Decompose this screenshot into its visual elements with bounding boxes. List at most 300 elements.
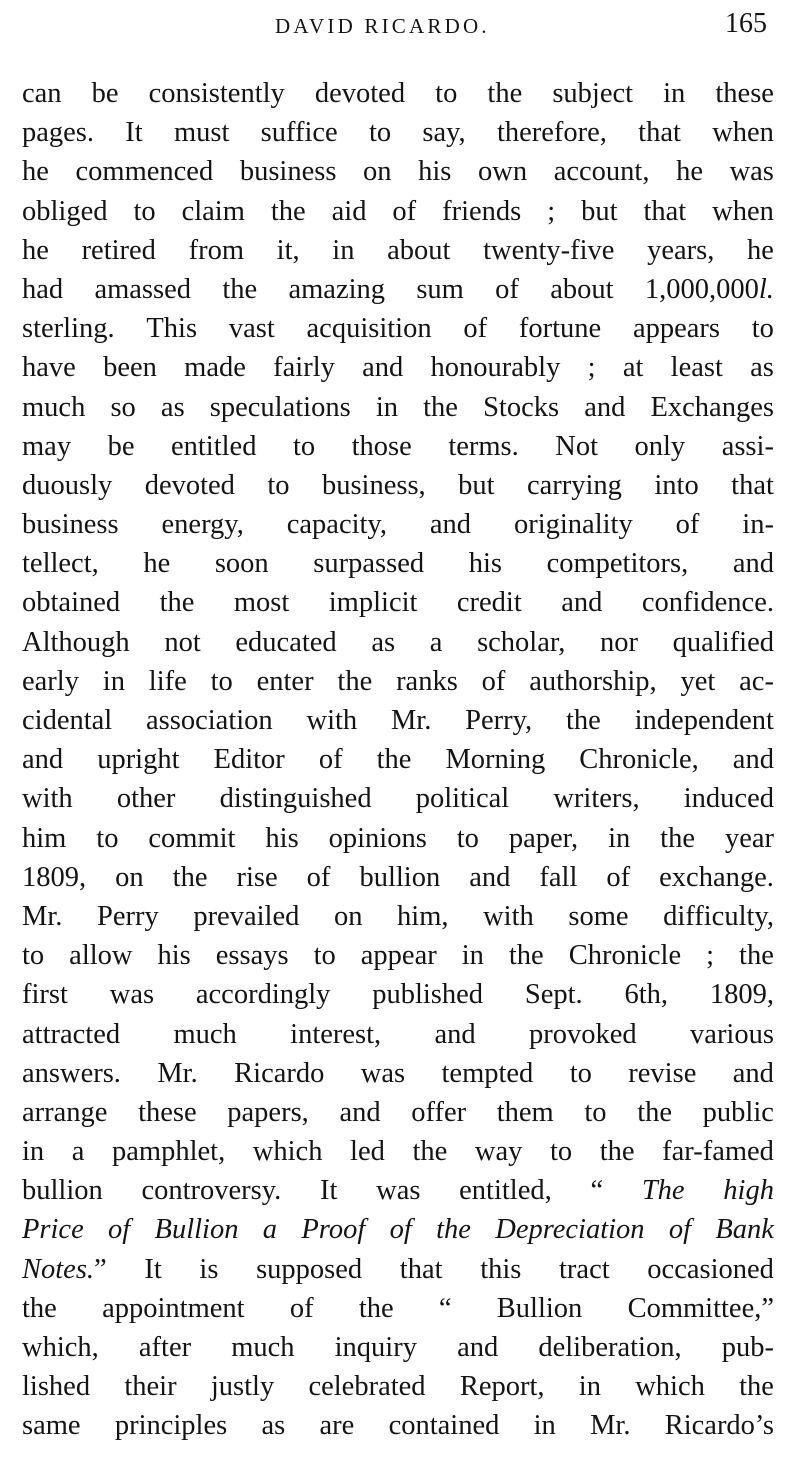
word: of xyxy=(481,665,506,697)
word: Notes.” xyxy=(22,1253,107,1285)
text-line xyxy=(22,819,774,858)
word: these xyxy=(138,1096,197,1128)
word: Mr. xyxy=(22,900,63,932)
word: 1,000,000l. xyxy=(644,273,774,305)
text-line xyxy=(22,466,774,505)
word: cidental xyxy=(22,705,113,736)
word: bullion xyxy=(22,1175,103,1207)
word: their xyxy=(124,1371,177,1403)
word: This xyxy=(146,313,198,345)
running-title: DAVID RICARDO. xyxy=(275,14,490,38)
word: opinions xyxy=(328,822,427,854)
word: lished xyxy=(22,1371,91,1403)
word: ranks xyxy=(396,665,458,697)
word: It xyxy=(144,1253,162,1285)
word: business, xyxy=(321,469,426,501)
word: in xyxy=(608,822,631,854)
word: which, xyxy=(22,1332,99,1363)
word: the xyxy=(423,391,458,423)
text-line xyxy=(22,1210,774,1249)
word: suffice xyxy=(260,117,338,149)
word: in xyxy=(578,1371,601,1403)
word: pages. xyxy=(22,117,95,149)
word: to xyxy=(584,1096,607,1128)
word: Mr. xyxy=(157,1057,198,1089)
word: have xyxy=(22,352,76,384)
word: aid xyxy=(331,195,367,227)
word: in- xyxy=(742,509,774,541)
word: a xyxy=(71,1136,85,1168)
word: appear xyxy=(360,940,437,972)
word: provoked xyxy=(529,1018,637,1050)
word: 1809, xyxy=(22,861,87,893)
text-line xyxy=(22,309,774,348)
word: own xyxy=(478,156,528,188)
word: them xyxy=(496,1096,554,1128)
word: therefore, xyxy=(496,117,607,149)
text-line xyxy=(22,1289,774,1328)
text-line xyxy=(22,74,774,113)
word: as xyxy=(160,391,185,423)
word: appears xyxy=(632,313,720,345)
word: had xyxy=(22,273,64,305)
word: It xyxy=(125,117,143,149)
word: Mr. xyxy=(590,1410,631,1442)
word: twenty-five xyxy=(483,234,615,266)
word: to xyxy=(549,1136,573,1168)
word: various xyxy=(690,1018,774,1050)
word: on xyxy=(333,900,363,932)
word: duously xyxy=(22,469,113,501)
word: of xyxy=(306,861,331,893)
word: yet xyxy=(680,665,716,697)
word: and xyxy=(22,744,64,776)
word: of xyxy=(108,1214,131,1246)
word: much xyxy=(173,1018,237,1050)
word: that xyxy=(399,1253,443,1285)
word: upright xyxy=(97,744,180,776)
text-line xyxy=(22,701,774,740)
word: business xyxy=(22,509,119,541)
word: Chronicle xyxy=(568,940,682,972)
word: carrying xyxy=(526,469,622,501)
word: the xyxy=(637,1096,673,1128)
word: pub- xyxy=(721,1332,774,1363)
word: terms. xyxy=(448,430,519,462)
word: he xyxy=(143,548,171,580)
word: ac- xyxy=(739,665,774,697)
word: when xyxy=(712,195,774,227)
text-line xyxy=(22,1015,774,1054)
word: of xyxy=(389,1214,412,1246)
word: competitors, xyxy=(546,548,689,580)
word: soon xyxy=(214,548,269,580)
word: account, xyxy=(553,156,650,188)
word: his xyxy=(418,156,452,188)
text-line xyxy=(22,740,774,779)
word: about xyxy=(387,234,451,266)
word: confidence. xyxy=(641,587,774,619)
word: supposed xyxy=(256,1253,363,1285)
word: after xyxy=(138,1332,192,1363)
word: these xyxy=(715,78,774,109)
word: was xyxy=(376,1175,421,1207)
word: “ xyxy=(590,1175,604,1207)
word: so xyxy=(110,391,136,423)
text-line xyxy=(22,779,774,818)
text-line xyxy=(22,858,774,897)
word: him, xyxy=(397,900,449,932)
text-line xyxy=(22,192,774,231)
word: and xyxy=(429,509,472,541)
word: life xyxy=(148,665,187,697)
word: business xyxy=(239,156,337,188)
word: and xyxy=(362,352,404,384)
word: to xyxy=(96,822,119,854)
word: scholar, xyxy=(477,626,566,658)
word: is xyxy=(199,1253,219,1285)
word: of xyxy=(668,1214,692,1246)
word: much xyxy=(22,391,86,423)
text-line xyxy=(22,427,774,466)
word: Depreciation xyxy=(495,1214,645,1246)
word: the xyxy=(412,1136,448,1168)
word: to xyxy=(292,430,316,462)
word: arrange xyxy=(22,1096,108,1128)
word: this xyxy=(480,1253,522,1285)
text-line xyxy=(22,662,774,701)
word: Report, xyxy=(459,1371,545,1403)
word: of xyxy=(463,313,488,345)
word: some xyxy=(568,900,629,932)
word: Morning xyxy=(445,744,546,776)
word: Perry xyxy=(96,900,159,932)
word: not xyxy=(164,626,201,658)
word: when xyxy=(712,117,774,149)
word: in xyxy=(533,1410,556,1442)
word: Chronicle, xyxy=(579,744,699,776)
word: independent xyxy=(634,705,774,736)
word: obliged xyxy=(22,195,108,227)
word: to xyxy=(267,469,290,501)
word: devoted xyxy=(314,78,406,109)
word: acquisition xyxy=(306,313,432,345)
word: to xyxy=(435,78,458,109)
word: It xyxy=(320,1175,338,1207)
word: Price xyxy=(22,1214,84,1246)
word: attracted xyxy=(22,1018,121,1050)
word: ; xyxy=(547,195,556,227)
word: was xyxy=(360,1057,406,1089)
text-line xyxy=(22,544,774,583)
word: of xyxy=(495,273,519,305)
word: of xyxy=(289,1292,314,1324)
word: enter xyxy=(256,665,314,697)
word: Not xyxy=(555,430,599,462)
word: led xyxy=(350,1136,385,1168)
word: his xyxy=(468,548,502,580)
word: principles xyxy=(114,1410,228,1442)
word: as xyxy=(371,626,396,658)
word: in xyxy=(102,665,125,697)
word: first xyxy=(22,979,68,1011)
word: years, xyxy=(647,234,715,266)
word: Exchanges xyxy=(650,391,774,423)
word: Editor xyxy=(213,744,285,776)
word: tract xyxy=(559,1253,610,1285)
text-line xyxy=(22,505,774,544)
word: with xyxy=(483,900,534,932)
word: entitled xyxy=(170,430,257,462)
word: essays xyxy=(215,940,289,972)
word: 6th, xyxy=(624,979,669,1011)
word: Committee,” xyxy=(627,1292,774,1324)
word: justly xyxy=(210,1371,275,1403)
word: fall xyxy=(539,861,578,893)
word: consistently xyxy=(148,78,285,109)
word: least xyxy=(670,352,723,384)
word: that xyxy=(731,469,774,501)
word: most xyxy=(233,587,290,619)
word: 1809, xyxy=(709,979,774,1011)
body-text xyxy=(22,74,774,1446)
word: educated xyxy=(235,626,337,658)
word: the xyxy=(159,587,195,619)
word: obtained xyxy=(22,587,121,619)
word: tempted xyxy=(441,1057,534,1089)
word: Mr. xyxy=(390,705,432,736)
word: originality xyxy=(513,509,633,541)
word: far-famed xyxy=(662,1136,774,1168)
word: the xyxy=(566,705,601,736)
word: of xyxy=(675,509,700,541)
text-line xyxy=(22,1054,774,1093)
word: and xyxy=(561,587,603,619)
word: must xyxy=(173,117,230,149)
word: association xyxy=(146,705,273,736)
word: in xyxy=(461,940,484,972)
word: the xyxy=(436,1214,471,1246)
word: that xyxy=(643,195,687,227)
word: was xyxy=(729,156,774,188)
word: and xyxy=(584,391,626,423)
word: which xyxy=(252,1136,323,1168)
word: energy, xyxy=(161,509,244,541)
word: the xyxy=(739,1371,774,1403)
word: paper, xyxy=(508,822,579,854)
word: in xyxy=(22,1136,45,1168)
word: he xyxy=(22,234,49,266)
word: offer xyxy=(411,1096,467,1128)
word: the xyxy=(660,822,695,854)
text-line xyxy=(22,348,774,387)
word: as xyxy=(750,352,774,384)
word: amazing xyxy=(288,273,386,305)
word: to xyxy=(751,313,774,345)
text-line xyxy=(22,1132,774,1171)
word: and xyxy=(339,1096,381,1128)
word: revise xyxy=(628,1057,697,1089)
word: be xyxy=(91,78,119,109)
word: in xyxy=(663,78,686,109)
word: can xyxy=(22,78,62,109)
word: the xyxy=(337,665,373,697)
word: implicit xyxy=(328,587,418,619)
word: his xyxy=(157,940,191,972)
word: “ xyxy=(438,1292,452,1324)
word: the xyxy=(508,940,544,972)
word: sum xyxy=(416,273,464,305)
word: devoted xyxy=(144,469,235,501)
word: made xyxy=(184,352,246,384)
word: that xyxy=(638,117,681,149)
word: the xyxy=(487,78,523,109)
word: to xyxy=(368,117,392,149)
word: into xyxy=(654,469,699,501)
word: to xyxy=(569,1057,592,1089)
text-line xyxy=(22,231,774,270)
word: credit xyxy=(456,587,522,619)
word: Bank xyxy=(715,1214,774,1246)
word: and xyxy=(434,1018,476,1050)
word: of xyxy=(318,744,343,776)
text-line xyxy=(22,1093,774,1132)
word: as xyxy=(261,1410,286,1442)
text-line xyxy=(22,936,774,975)
word: are xyxy=(319,1410,355,1442)
word: claim xyxy=(181,195,245,227)
page-number: 165 xyxy=(725,8,767,39)
word: fortune xyxy=(518,313,602,345)
word: answers. xyxy=(22,1057,121,1089)
word: political xyxy=(415,783,510,815)
word: retired xyxy=(81,234,156,266)
word: he xyxy=(676,156,703,188)
word: friends xyxy=(442,195,522,227)
word: with xyxy=(22,783,73,815)
word: high xyxy=(723,1175,774,1207)
word: be xyxy=(107,430,135,462)
word: ; xyxy=(587,352,596,384)
text-line xyxy=(22,583,774,622)
word: surpassed xyxy=(313,548,425,580)
word: the xyxy=(739,940,774,972)
word: commit xyxy=(148,822,236,854)
word: public xyxy=(702,1096,774,1128)
word: in xyxy=(332,234,355,266)
word: to xyxy=(313,940,336,972)
word: and xyxy=(732,548,774,580)
word: the xyxy=(358,1292,394,1324)
word: in xyxy=(375,391,398,423)
word: the xyxy=(599,1136,635,1168)
word: about xyxy=(550,273,614,305)
text-line xyxy=(22,1250,774,1289)
word: allow xyxy=(69,940,133,972)
word: contained xyxy=(388,1410,500,1442)
word: vast xyxy=(228,313,275,345)
text-line xyxy=(22,975,774,1014)
word: the xyxy=(376,744,412,776)
text-line xyxy=(22,270,774,309)
text-line xyxy=(22,1328,774,1367)
word: Sept. xyxy=(524,979,583,1011)
word: appointment xyxy=(102,1292,245,1324)
word: and xyxy=(732,744,774,776)
word: nor xyxy=(600,626,639,658)
word: ; xyxy=(706,940,715,972)
text-line xyxy=(22,1406,774,1445)
word: of xyxy=(606,861,631,893)
word: to xyxy=(456,822,479,854)
word: a xyxy=(262,1214,278,1246)
word: and xyxy=(732,1057,774,1089)
word: bullion xyxy=(359,861,441,893)
word: which xyxy=(635,1371,705,1403)
word: sterling. xyxy=(22,313,115,345)
word: Bullion xyxy=(154,1214,239,1246)
text-line xyxy=(22,152,774,191)
text-line xyxy=(22,1171,774,1210)
text-line xyxy=(22,623,774,662)
word: pamphlet, xyxy=(112,1136,226,1168)
word: to xyxy=(133,195,156,227)
word: the xyxy=(22,1292,57,1324)
word: was xyxy=(109,979,155,1011)
word: deliberation, xyxy=(538,1332,682,1363)
word: Ricardo xyxy=(234,1057,325,1089)
word: with xyxy=(306,705,358,736)
word: qualified xyxy=(672,626,774,658)
word: much xyxy=(231,1332,295,1363)
word: on xyxy=(115,861,144,893)
word: Proof xyxy=(301,1214,366,1246)
word: published xyxy=(372,979,484,1011)
word: The xyxy=(641,1175,685,1207)
word: his xyxy=(265,822,299,854)
word: papers, xyxy=(227,1096,309,1128)
word: year xyxy=(724,822,774,854)
word: assi- xyxy=(721,430,774,462)
word: Bullion xyxy=(496,1292,583,1324)
word: only xyxy=(634,430,686,462)
running-head xyxy=(0,8,800,44)
word: difficulty, xyxy=(663,900,774,932)
word: the xyxy=(222,273,258,305)
word: from xyxy=(188,234,244,266)
word: subject xyxy=(552,78,634,109)
word: amassed xyxy=(94,273,192,305)
word: honourably xyxy=(430,352,561,384)
word: those xyxy=(351,430,412,462)
text-line xyxy=(22,113,774,152)
word: Stocks xyxy=(483,391,560,423)
word: it, xyxy=(276,234,300,266)
word: he xyxy=(22,156,49,188)
word: celebrated xyxy=(308,1371,426,1403)
word: a xyxy=(429,626,443,658)
word: occasioned xyxy=(647,1253,774,1285)
word: fairly xyxy=(273,352,335,384)
word: speculations xyxy=(209,391,351,423)
word: on xyxy=(363,156,392,188)
word: accordingly xyxy=(195,979,331,1011)
word: to xyxy=(22,940,45,972)
word: prevailed xyxy=(193,900,300,932)
word: inquiry xyxy=(334,1332,417,1363)
word: rise xyxy=(236,861,278,893)
word: exchange. xyxy=(659,861,774,893)
